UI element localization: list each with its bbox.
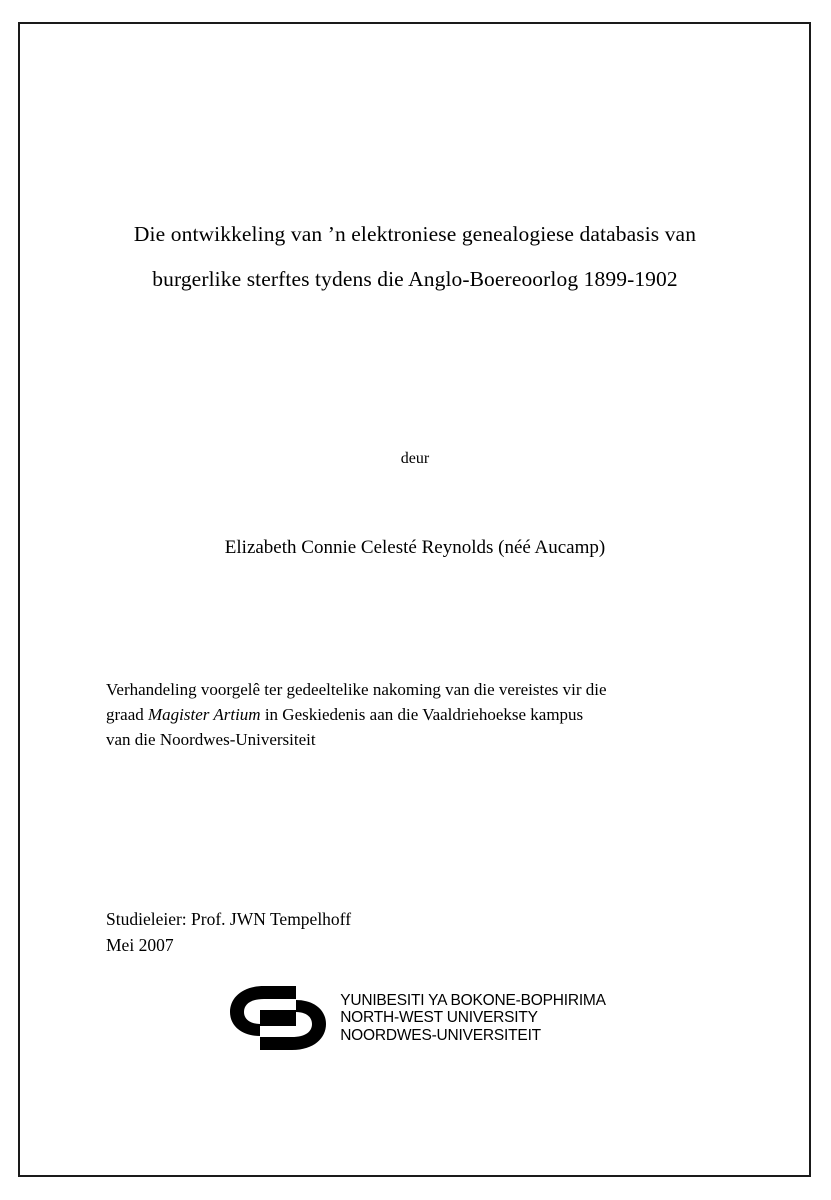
logo-text-line-3: NOORDWES-UNIVERSITEIT	[340, 1026, 541, 1044]
supervisor-and-date	[106, 906, 726, 958]
logo-text-line-1: YUNIBESITI YA BOKONE-BOPHIRIMA	[340, 991, 606, 1009]
degree-statement-line-2-prefix: graad	[106, 705, 149, 724]
page-title	[100, 212, 730, 302]
logo-text-line-2: NORTH-WEST UNIVERSITY	[340, 1009, 538, 1027]
logo-text-block	[340, 992, 606, 1045]
degree-statement-line-2-suffix: in Geskiedenis aan die Vaaldriehoekse kampus	[260, 705, 584, 724]
by-word: deur	[400, 450, 430, 467]
logo-group	[224, 982, 606, 1054]
date-line: Mei 2007	[106, 935, 174, 955]
title-line-1: Die ontwikkeling van ’n elektroniese genealogiese databasis van	[133, 222, 697, 246]
degree-statement-line-2	[106, 702, 726, 727]
degree-statement-line-3: van die Noordwes-Universiteit	[106, 730, 316, 749]
degree-name-italic: Magister Artium	[148, 705, 261, 724]
title-line-2: burgerlike sterftes tydens die Anglo-Boereoorlog 1899-1902	[152, 267, 678, 291]
university-logo	[100, 982, 730, 1054]
author-name: Elizabeth Connie Celesté Reynolds (néé Aucamp)	[224, 537, 606, 558]
degree-statement-line-1: Verhandeling voorgelê ter gedeeltelike nakoming van die vereistes vir die	[106, 680, 607, 699]
title-page-content	[100, 22, 730, 1177]
north-west-university-logo-mark	[224, 982, 332, 1054]
supervisor-line: Studieleier: Prof. JWN Tempelhoff	[106, 909, 352, 929]
degree-statement	[106, 677, 726, 752]
